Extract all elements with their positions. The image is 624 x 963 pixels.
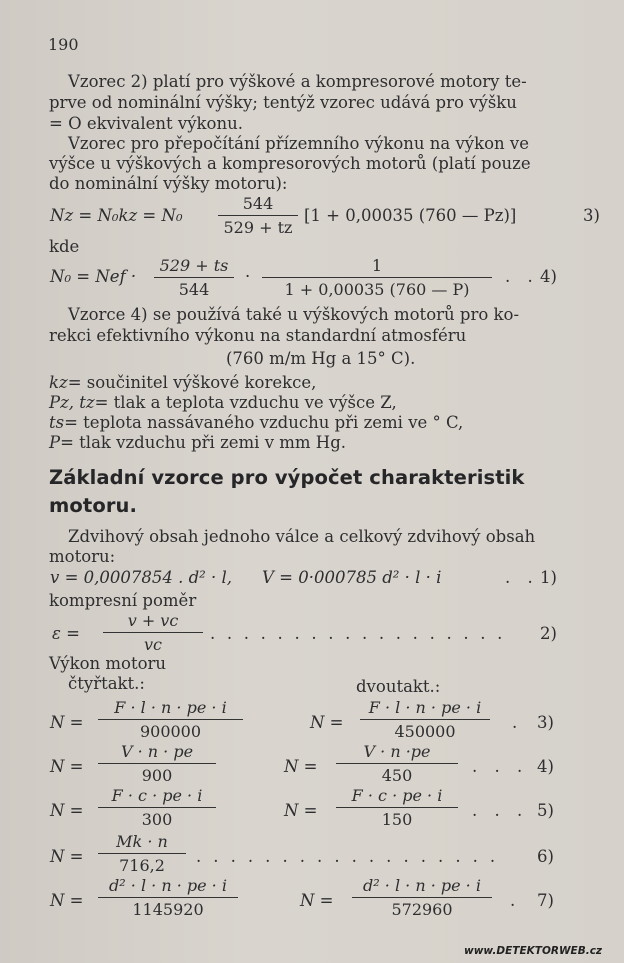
para2-line2: výšce u výškových a kompresorových motorů (platí pouze bbox=[49, 154, 531, 173]
power-lhs: N = bbox=[50, 757, 84, 776]
para1-line2: prve od nominální výšky; tentýž vzorec udává pro výšku bbox=[49, 93, 517, 112]
para3-line1: Vzorce 4) se používá také u výškových motorů pro ko- bbox=[68, 305, 520, 324]
power-dots: . . . bbox=[472, 801, 529, 820]
definition-row bbox=[49, 392, 397, 413]
power-lhs: N = bbox=[50, 713, 84, 732]
definition-row bbox=[49, 372, 316, 393]
eq4-lhs: N₀ = Nef · bbox=[50, 267, 137, 286]
power-dots: . bbox=[510, 891, 522, 910]
power-denominator: 450 bbox=[381, 766, 413, 785]
definition-text: = tlak vzduchu při zemi v mm Hg. bbox=[60, 433, 347, 452]
eq4-numerator2: 1 bbox=[371, 256, 383, 275]
zdvih-formula-a: v = 0,0007854 . d² · l, bbox=[50, 568, 233, 587]
four-stroke-label: čtyřtakt.: bbox=[68, 674, 145, 693]
power-lhs: N = bbox=[50, 801, 84, 820]
komp-fraction bbox=[103, 611, 203, 654]
power-dots: . bbox=[512, 713, 524, 732]
power-label: 4) bbox=[537, 757, 554, 776]
power-numerator: V · n ·pe bbox=[363, 742, 431, 761]
zdvih-line1: Zdvihový obsah jednoho válce a celkový zdvihový obsah bbox=[68, 527, 536, 546]
eq4-fraction1 bbox=[154, 256, 234, 299]
eq4-dots: . . bbox=[505, 267, 539, 286]
zdvih-label: 1) bbox=[540, 568, 557, 587]
power-numerator: d² · l · n · pe · i bbox=[363, 876, 481, 895]
power-denominator: 900 bbox=[141, 766, 173, 785]
vykon-title: Výkon motoru bbox=[49, 654, 167, 673]
power-numerator: F · l · n · pe · i bbox=[114, 698, 227, 717]
power-fraction-four-stroke bbox=[98, 698, 243, 741]
eq4-numerator1: 529 + ts bbox=[159, 256, 229, 275]
power-denominator: 300 bbox=[141, 810, 173, 829]
power-denominator: 150 bbox=[381, 810, 413, 829]
komp-dots: . . . . . . . . . . . . . . . . . . bbox=[210, 624, 506, 643]
eq4-denominator2: 1 + 0,00035 (760 — P) bbox=[284, 280, 470, 299]
eq3-label: 3) bbox=[583, 206, 600, 225]
power-numerator: V · n · pe bbox=[120, 742, 194, 761]
power-numerator: F · c · pe · i bbox=[351, 786, 443, 805]
kde-label: kde bbox=[49, 237, 80, 256]
power-lhs: N = bbox=[50, 891, 84, 910]
power-fraction-two-stroke bbox=[352, 876, 492, 919]
power-denominator: 716,2 bbox=[119, 856, 165, 875]
eq3-denominator: 529 + tz bbox=[223, 218, 293, 237]
power-denominator: 572960 bbox=[391, 900, 453, 919]
power-numerator: Mk · n bbox=[116, 832, 168, 851]
para2-line3: do nominální výšky motoru): bbox=[49, 174, 288, 193]
power-fraction-two-stroke bbox=[360, 698, 490, 741]
section-heading-line2: motoru. bbox=[49, 494, 138, 517]
komp-numerator: v + vc bbox=[127, 611, 179, 630]
eq4-dot: · bbox=[245, 267, 251, 286]
power-label: 5) bbox=[537, 801, 554, 820]
power-fraction-four-stroke bbox=[98, 742, 216, 785]
section-heading-line1: Základní vzorce pro výpočet charakteristik bbox=[49, 466, 525, 489]
power-fraction-two-stroke bbox=[336, 742, 458, 785]
definition-text: = teplota nassávaného vzduchu při zemi ve ° C, bbox=[64, 413, 464, 432]
eq3-rest: [1 + 0,00035 (760 — Pz)] bbox=[304, 206, 517, 225]
komp-denominator: vc bbox=[144, 635, 162, 654]
komp-title: kompresní poměr bbox=[49, 591, 197, 610]
power-denominator: 450000 bbox=[394, 722, 456, 741]
eq4-label: 4) bbox=[540, 267, 557, 286]
power-label: 7) bbox=[537, 891, 554, 910]
two-stroke-label: dvoutakt.: bbox=[356, 677, 441, 696]
power-fraction-four-stroke bbox=[98, 786, 216, 829]
komp-label: 2) bbox=[540, 624, 557, 643]
power-denominator: 1145920 bbox=[132, 900, 204, 919]
definition-symbol: P bbox=[49, 433, 61, 452]
power-lhs: N = bbox=[310, 713, 344, 732]
definition-symbol: ts bbox=[49, 413, 65, 432]
eq3-lhs: Nz = N₀kz = N₀ bbox=[50, 206, 183, 225]
power-lhs: N = bbox=[284, 757, 318, 776]
page-number: 190 bbox=[48, 35, 79, 54]
power-label: 3) bbox=[537, 713, 554, 732]
definition-symbol: kz bbox=[49, 373, 68, 392]
eq4-fraction2 bbox=[262, 256, 492, 299]
komp-lhs: ε = bbox=[52, 624, 80, 643]
power-fraction-four-stroke bbox=[98, 876, 238, 919]
definition-text: = tlak a teplota vzduchu ve výšce Z, bbox=[94, 393, 397, 412]
zdvih-line2: motoru: bbox=[49, 547, 116, 566]
power-lhs: N = bbox=[284, 801, 318, 820]
watermark: www.DETEKTORWEB.cz bbox=[464, 945, 603, 957]
power-fraction-torque bbox=[98, 832, 186, 875]
zdvih-formula-b: V = 0·000785 d² · l · i bbox=[262, 568, 442, 587]
para3-line2: rekci efektivního výkonu na standardní atmosféru bbox=[49, 326, 467, 345]
power-label: 6) bbox=[537, 847, 554, 866]
power-numerator: F · l · n · pe · i bbox=[368, 698, 482, 717]
power-numerator: d² · l · n · pe · i bbox=[109, 876, 227, 895]
power-lhs: N = bbox=[300, 891, 334, 910]
eq4-denominator1: 544 bbox=[178, 280, 210, 299]
definition-symbol: Pz, tz bbox=[49, 393, 95, 412]
para1-line1: Vzorec 2) platí pro výškové a kompresorové motory te- bbox=[68, 72, 527, 91]
para1-line3: = O ekvivalent výkonu. bbox=[49, 114, 243, 133]
para2-line1: Vzorec pro přepočítání přízemního výkonu na výkon ve bbox=[68, 134, 530, 153]
para3-line3: (760 m/m Hg a 15° C). bbox=[226, 349, 416, 368]
power-dots: . . . bbox=[472, 757, 529, 776]
power-numerator: F · c · pe · i bbox=[111, 786, 203, 805]
definition-row bbox=[49, 432, 346, 453]
power-fraction-two-stroke bbox=[336, 786, 458, 829]
power-lhs: N = bbox=[50, 847, 84, 866]
power-dots: . . . . . . . . . . . . . . . . . . bbox=[196, 847, 499, 866]
zdvih-dots: . . bbox=[505, 568, 539, 587]
eq3-numerator: 544 bbox=[242, 194, 274, 213]
definition-row bbox=[49, 412, 463, 433]
eq3-fraction bbox=[218, 194, 298, 237]
definition-text: = součinitel výškové korekce, bbox=[67, 373, 317, 392]
power-denominator: 900000 bbox=[139, 722, 202, 741]
